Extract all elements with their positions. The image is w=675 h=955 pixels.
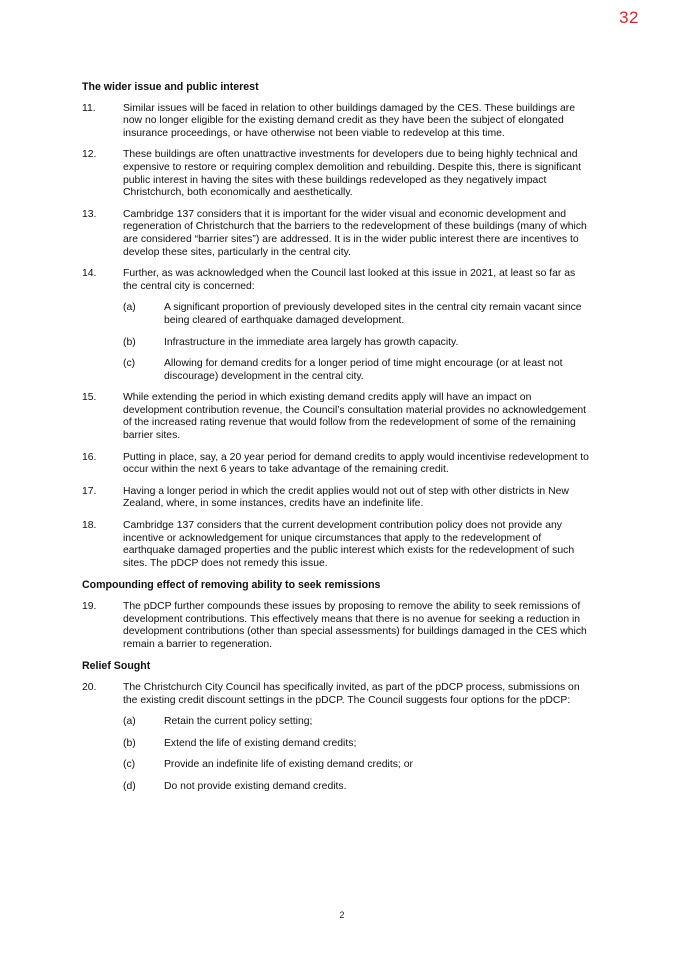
sub-item-label: (b) bbox=[123, 737, 136, 749]
paragraph bbox=[82, 601, 592, 651]
sub-item bbox=[123, 781, 592, 794]
sub-item-text: Do not provide existing demand credits. bbox=[164, 780, 347, 792]
paragraph-number: 11. bbox=[82, 102, 96, 114]
sub-item bbox=[123, 337, 592, 350]
paragraph bbox=[82, 392, 592, 442]
paragraph-text: The pDCP further compounds these issues by proposing to remove the ability to seek remissions of development contributions. This effectively means that there is no avenue for seeking a reduction in development contributions (other than special assessments) for buildings damaged in the CES which remain a barrier to regeneration. bbox=[123, 601, 587, 650]
sub-item-label: (c) bbox=[123, 358, 136, 370]
sub-item bbox=[123, 302, 592, 327]
sub-item-label: (a) bbox=[123, 302, 136, 314]
paragraph-text: While extending the period in which existing demand credits apply will have an impact on development contribution revenue, the Council’s consultation material provides no acknowledgement of the increased rating revenue that would follow from the redevelopment of some of the remaining barrier sites. bbox=[123, 392, 587, 442]
paragraph-number: 13. bbox=[82, 208, 97, 220]
sub-item-text: Extend the life of existing demand credits; bbox=[164, 737, 357, 749]
page-footer-number: 2 bbox=[339, 910, 345, 920]
paragraph bbox=[82, 520, 592, 570]
sub-item-label: (a) bbox=[123, 716, 136, 728]
paragraph-number: 17. bbox=[82, 485, 97, 497]
paragraph-text: The Christchurch City Council has specifically invited, as part of the pDCP process, submissions on the existing credit discount settings in the pDCP. The Council suggests four options for the pDCP: bbox=[123, 681, 580, 706]
paragraph-text: Cambridge 137 considers that it is important for the wider visual and economic development and regeneration of Christchurch that the barriers to the redevelopment of these buildings (many of which are considered “barrier sites”) are addressed. It is in the wider public interest there are incentives to develop these sites, particularly in the central city. bbox=[123, 208, 587, 258]
sub-item-text: Infrastructure in the immediate area largely has growth capacity. bbox=[164, 336, 459, 348]
paragraph-number: 16. bbox=[82, 451, 97, 463]
paragraph-number: 19. bbox=[82, 601, 97, 612]
paragraph bbox=[82, 103, 592, 141]
sub-item bbox=[123, 358, 592, 383]
sub-item-text: A significant proportion of previously developed sites in the central city remain vacant since being cleared of earthquake damaged development. bbox=[164, 302, 582, 326]
section-heading: Compounding effect of removing ability to seek remissions bbox=[82, 579, 381, 592]
paragraph bbox=[82, 268, 592, 293]
paragraph-text: Further, as was acknowledged when the Council last looked at this issue in 2021, at least so far as the central city is concerned: bbox=[123, 268, 576, 292]
section-heading: The wider issue and public interest bbox=[82, 81, 259, 93]
paragraph-text: These buildings are often unattractive investments for developers due to being highly technical and expensive to restore or requiring complex demolition and rebuilding. Despite this, there is significant public interest in having the sites with these buildings redeveloped as they negatively impact Christchurch, both economically and aesthetically. bbox=[123, 149, 582, 199]
paragraph bbox=[82, 682, 592, 707]
paragraph bbox=[82, 486, 592, 511]
paragraph bbox=[82, 149, 592, 199]
sub-item-text: Provide an indefinite life of existing demand credits; or bbox=[164, 759, 413, 771]
paragraph-number: 18. bbox=[82, 520, 97, 532]
paragraph-with-subitems bbox=[82, 682, 592, 794]
paragraph-text: Having a longer period in which the credit applies would not out of step with other districts in New Zealand, where, in some instances, credits have an indefinite life. bbox=[123, 485, 569, 510]
sub-item bbox=[123, 716, 592, 729]
paragraph-text: Cambridge 137 considers that the current development contribution policy does not provide any incentive or acknowledgement for unique circumstances that apply to the redevelopment of earthquake damaged properties and the public interest which exists for the redevelopment of such sites. The pDCP does not remedy this issue. bbox=[123, 520, 575, 569]
paragraph-with-subitems bbox=[82, 268, 592, 383]
page-marker: 32 bbox=[619, 8, 639, 27]
paragraph-text: Putting in place, say, a 20 year period for demand credits to apply would incentivise redevelopment to occur within the next 6 years to take advantage of the remaining credit. bbox=[123, 451, 589, 476]
paragraph-number: 14. bbox=[82, 268, 97, 280]
sub-item-label: (c) bbox=[123, 759, 136, 771]
sub-item-text: Allowing for demand credits for a longer period of time might encourage (or at least not discourage) development in the central city. bbox=[164, 358, 563, 382]
sub-item-label: (d) bbox=[123, 780, 136, 792]
sub-item-text: Retain the current policy setting; bbox=[164, 716, 313, 728]
paragraph-text: Similar issues will be faced in relation to other buildings damaged by the CES. These buildings are now no longer eligible for the existing demand credit as they have been the subject of elongated insurance proceedings, or have otherwise not been viable to redevelop at this time. bbox=[123, 102, 576, 139]
sub-item bbox=[123, 738, 592, 751]
paragraph bbox=[82, 209, 592, 259]
sub-item bbox=[123, 759, 592, 772]
paragraph-number: 15. bbox=[82, 392, 97, 404]
document-body bbox=[82, 81, 592, 803]
paragraph bbox=[82, 452, 592, 477]
paragraph-number: 20. bbox=[82, 681, 97, 693]
paragraph-number: 12. bbox=[82, 149, 97, 161]
section-heading: Relief Sought bbox=[82, 660, 151, 673]
sub-item-label: (b) bbox=[123, 336, 136, 348]
